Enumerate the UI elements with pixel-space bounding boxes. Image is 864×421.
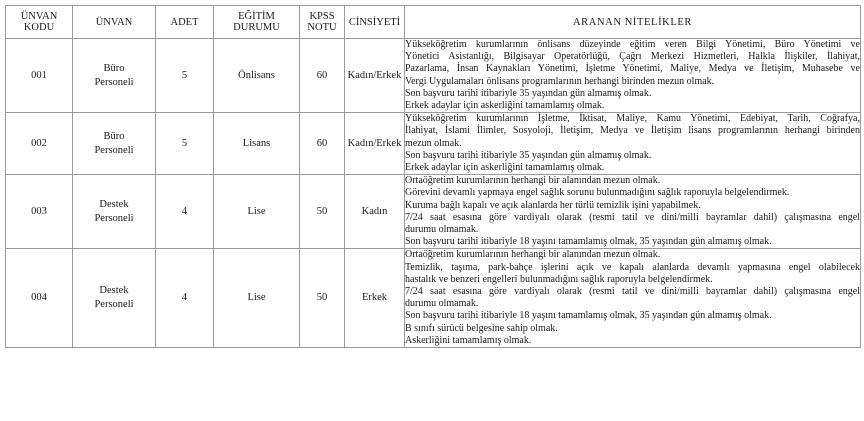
cell-title: Destek Personeli — [73, 249, 156, 348]
cell-count: 5 — [156, 113, 214, 175]
qualification-line: 7/24 saat esasına göre vardiyalı olarak (resmi tatil ve dini/milli bayramlar dahil) çalışmasına engel — [405, 211, 860, 223]
qualification-line: mezun olmak. — [405, 137, 462, 149]
header-gender: CİNSİYETİ — [345, 6, 405, 39]
cell-kpss: 60 — [300, 113, 345, 175]
qualification-line: durumu olmamak. — [405, 224, 479, 236]
qualification-line: Kuruma bağlı kapalı ve açık alanlarda her türlü temizlik işini yapabilmek. — [405, 199, 701, 211]
cell-education: Lise — [214, 175, 300, 249]
cell-qualifications — [405, 175, 861, 249]
cell-qualifications — [405, 249, 861, 348]
qualification-line: Son başvuru tarihi itibariyle 35 yaşından gün almamış olmak. — [405, 87, 652, 99]
cell-count: 4 — [156, 249, 214, 348]
table-row — [6, 249, 861, 348]
qualification-line: Son başvuru tarihi itibariyle 18 yaşını tamamlamış olmak, 35 yaşından gün almamış olmak. — [405, 236, 772, 248]
qualification-line: Yönetici Asistanlığı, Bilgisayar Operatörlüğü, Çağrı Merkezi Hizmetleri, Halkla İlişkiler, İlahiyat, — [405, 51, 860, 63]
cell-qualifications — [405, 39, 861, 113]
header-code: ÜNVAN KODU — [6, 6, 73, 39]
cell-code: 004 — [6, 249, 73, 348]
header-count: ADET — [156, 6, 214, 39]
cell-count: 5 — [156, 39, 214, 113]
cell-qualifications — [405, 113, 861, 175]
cell-title: Destek Personeli — [73, 175, 156, 249]
cell-title: Büro Personeli — [73, 39, 156, 113]
table-row — [6, 39, 861, 113]
cell-code: 001 — [6, 39, 73, 113]
cell-gender: Kadın/Erkek — [345, 39, 405, 113]
qualifications-table — [5, 5, 861, 348]
qualification-line: Erkek adaylar için askerliğini tamamlamış olmak. — [405, 100, 605, 112]
cell-education: Lise — [214, 249, 300, 348]
cell-code: 003 — [6, 175, 73, 249]
cell-gender: Kadın — [345, 175, 405, 249]
qualification-line: Ortaöğretim kurumlarının herhangi bir alanından mezun olmak. — [405, 249, 661, 261]
qualification-line: 7/24 saat esasına göre vardiyalı olarak (resmi tatil ve dini/milli bayramlar dahil) çalışmasına engel — [405, 286, 860, 298]
qualification-line: Yükseköğretim kurumlarının önlisans düzeyinde eğitim veren Bilgi Yönetimi, Büro Yönetimi ve — [405, 39, 860, 50]
cell-kpss: 50 — [300, 175, 345, 249]
cell-gender: Erkek — [345, 249, 405, 348]
qualification-line: Son başvuru tarihi itibariyle 35 yaşından gün almamış olmak. — [405, 149, 652, 161]
qualification-line: durumu olmamak. — [405, 298, 479, 310]
qualification-line: Son başvuru tarihi itibariyle 18 yaşını tamamlamış olmak, 35 yaşından gün almamış olmak. — [405, 310, 772, 322]
qualification-line: Yükseköğretim kurumlarının İşletme, İktisat, Maliye, Kamu Yönetimi, Edebiyat, Tarih, Coğrafya, — [405, 113, 860, 125]
header-qualifications: ARANAN NİTELİKLER — [405, 6, 861, 39]
cell-education: Önlisans — [214, 39, 300, 113]
table-row — [6, 175, 861, 249]
header-kpss: KPSS NOTU — [300, 6, 345, 39]
qualification-line: Askerliğini tamamlamış olmak. — [405, 334, 532, 346]
cell-gender: Kadın/Erkek — [345, 113, 405, 175]
qualification-line: Vergi Uygulamaları önlisans programlarının herhangi birinden mezun olmak. — [405, 75, 715, 87]
qualification-line: Temizlik, taşıma, park-bahçe işlerini açık ve kapalı alanlarda devamlı yapmasına engel olabilecek — [405, 261, 860, 273]
header-row — [6, 6, 861, 39]
cell-count: 4 — [156, 175, 214, 249]
qualification-line: hastalık ve benzeri engelleri bulunmadığını sağlık raporuyla belgelendirmek. — [405, 273, 713, 285]
table-row — [6, 113, 861, 175]
cell-code: 002 — [6, 113, 73, 175]
header-education: EĞİTİM DURUMU — [214, 6, 300, 39]
cell-education: Lisans — [214, 113, 300, 175]
qualification-line: Erkek adaylar için askerliğini tamamlamış olmak. — [405, 162, 605, 174]
cell-title: Büro Personeli — [73, 113, 156, 175]
header-title: ÜNVAN — [73, 6, 156, 39]
qualification-line: Pazarlama, İnsan Kaynakları Yönetimi, İşletme Yönetimi, Maliye, Medya ve İletişim, Muhasebe ve — [405, 63, 860, 75]
cell-kpss: 50 — [300, 249, 345, 348]
qualification-line: Ortaöğretim kurumlarının herhangi bir alanından mezun olmak. — [405, 175, 661, 187]
cell-kpss: 60 — [300, 39, 345, 113]
qualification-line: B sınıfı sürücü belgesine sahip olmak. — [405, 322, 558, 334]
qualification-line: Görevini devamlı yapmaya engel sağlık sorunu bulunmadığını sağlık raporuyla belgelendirmek. — [405, 187, 790, 199]
qualification-line: İlahiyat, İslami İlimler, Sosyoloji, İletişim, Medya ve İletişim lisans programlarının herhangi birinden — [405, 125, 860, 137]
